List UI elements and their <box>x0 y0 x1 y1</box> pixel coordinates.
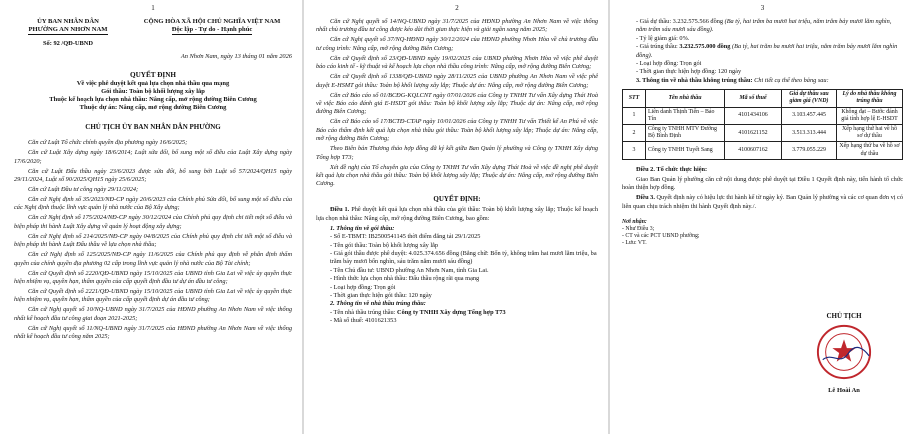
legal-basis-item: Căn cứ Báo cáo số 01/BCĐG-KQLCNT ngày 07/01/2026 của Công ty TNHH Tư vấn Xây dựng Thái Hoà về việc Báo cáo đánh giá E-HSDT gói thầu: Toàn bộ khối lượng xây lắp; Thuộc dự án: Nâng cấp, mở rộng đường Biên Cương; <box>316 91 598 116</box>
winner-info-heading: 2. Thông tin về nhà thầu trúng thầu: <box>330 300 426 308</box>
cell-price: 3.779.055.229 <box>782 142 837 159</box>
legal-basis-item: Căn cứ Nghị định số 35/2023/NĐ-CP ngày 20/6/2023 của Chính phủ Sửa đổi, bổ sung một số điều của các Nghị định thuộc lĩnh vực quản lý nhà nước của Bộ Xây dựng; <box>14 196 292 212</box>
decides-heading: QUYẾT ĐỊNH: <box>433 194 481 203</box>
legal-basis-item: Căn cứ Luật Đấu thầu ngày 23/6/2023 được sửa đổi, bổ sung bởi Luật số 57/2024/QH15 ngày 29/11/2024, Luật số 90/2025/QH15 ngày 25/6/2025; <box>14 167 292 184</box>
win-price-label: - Giá trúng thầu: <box>636 43 680 51</box>
legal-basis-item: Căn cứ Nghị định số 125/2025/NĐ-CP ngày 11/6/2025 của Chính phủ quy định về phân định thẩm quyền của chính quyền địa phương 02 cấp trong lĩnh vực quản lý nhà nước của Bộ Tài chính; <box>14 251 292 267</box>
legal-basis-item: Căn cứ Quyết định số 1338/QĐ-UBND ngày 28/11/2025 của UBND phường An Nhơn Nam về việc phê duyệt E-HSMT gói thầu: Toàn bộ khối lượng xây lắp; Thuộc dự án: Nâng cấp, mở rộng đường Biên Cương; <box>316 73 598 89</box>
recipient-item: - Như Điều 3; <box>622 226 655 233</box>
legal-basis-item: Căn cứ Quyết định số 2220/QĐ-UBND ngày 15/10/2025 của UBND tỉnh Gia Lai về việc ủy quyền thực hiện nhiệm vụ, quyền hạn, thẩm quyền của cấp quyết định đầu tư dự án đầu tư công; <box>14 269 292 286</box>
cell-bidder: Công ty TNHH MTV Đường Bộ Bình Định <box>646 125 725 142</box>
decision-title: QUYẾT ĐỊNH <box>130 71 176 80</box>
signer-role: CHỦ TỊCH <box>826 312 862 320</box>
winner-name: Công ty TNHH Xây dựng Tổng hợp T73 <box>397 308 506 316</box>
cell-tax-code: 4101621152 <box>725 125 782 142</box>
package-info-item: - Giá gói thầu được phê duyệt: 4.025.374.656 đồng (Bằng chữ: Bốn tỷ, không trăm hai mươi lăm triệu, ba trăm bảy mươi bốn nghìn, sáu trăm năm mươi sáu đồng) <box>330 249 597 266</box>
package-info-heading: 1. Thông tin về gói thầu: <box>330 224 395 232</box>
winner-name-line <box>316 309 598 317</box>
legal-basis-item: Căn cứ Nghị quyết số 37/NQ-HĐND ngày 30/12/2024 của HĐND phường Nhơn Hòa về chủ trương đầu tư công trình: Nâng cấp, mở rộng đường Biên Cương; <box>316 36 598 52</box>
column-header-bidder: Tên nhà thầu <box>646 90 725 107</box>
decision-subtitle-4: Thuộc dự án: Nâng cấp, mở rộng đường Biên Cương <box>79 103 227 111</box>
country-line2: Độc lập - Tự do - Hạnh phúc <box>171 26 253 33</box>
legal-basis-item: Căn cứ Luật Đầu tư công ngày 29/11/2024; <box>28 186 139 194</box>
cell-tax-code: 4101434106 <box>725 107 782 124</box>
article-2-heading <box>622 166 903 174</box>
decision-subtitle-3: Thuộc kế hoạch lựa chọn nhà thầu: Nâng cấp, mở rộng đường Biên Cương <box>49 95 257 103</box>
date-line: An Nhơn Nam, ngày 13 tháng 01 năm 2026 <box>180 53 292 60</box>
contract-type-line: - Loại hợp đồng: Trọn gói <box>636 60 702 68</box>
cell-tax-code: 4100607162 <box>725 142 782 159</box>
duration-line: - Thời gian thực hiện hợp đồng: 120 ngày <box>636 68 742 76</box>
section-3-tail: Chi tiết cụ thể theo bảng sau: <box>752 76 829 84</box>
package-info-list <box>316 233 598 300</box>
article-1-intro <box>316 206 598 223</box>
discount-line: - Tỷ lệ giảm giá: 0%. <box>636 34 690 42</box>
section-3-label: 3. Thông tin về nhà thầu không trúng thầu: <box>636 76 753 84</box>
table-row <box>623 142 903 159</box>
recipient-item: - Lưu: VT. <box>622 240 647 247</box>
country-block <box>132 18 292 48</box>
legal-basis-item: Căn cứ Quyết định số 23/QĐ-UBND ngày 19/02/2025 của UBND phường Nhơn Hòa về việc phê duyệt báo cáo kinh tế - kỹ thuật và kế hoạch lựa chọn nhà thầu công trình: Nâng cấp, mở rộng đường Biên Cương; <box>316 54 598 71</box>
document-page-2 <box>304 0 608 434</box>
package-info-item: - Tên gói thầu: Toàn bộ khối lượng xây lắp <box>330 241 439 249</box>
tax-code-line: - Mã số thuế: 4101621353 <box>330 317 397 325</box>
cell-stt: 1 <box>623 107 646 124</box>
legal-basis-list <box>316 18 598 189</box>
recipient-item: - CT và các PCT UBND phường; <box>622 233 700 240</box>
table-row <box>623 107 903 124</box>
agency-line1: ỦY BAN NHÂN DÂN <box>37 18 99 25</box>
recipients-block <box>622 219 903 247</box>
legal-basis-item: Căn cứ Nghị định số 175/2024/NĐ-CP ngày 30/12/2024 của Chính phủ quy định chi tiết một số điều và biện pháp thi hành Luật Xây dựng về quản lý hoạt động xây dựng; <box>14 214 292 230</box>
package-info-item: - Hình thức lựa chọn nhà thầu: Đấu thầu rộng rãi qua mạng <box>330 275 480 283</box>
cell-price: 3.513.313.444 <box>782 125 837 142</box>
table-row <box>623 125 903 142</box>
package-info-item: - Tên Chủ đầu tư: UBND phường An Nhơn Nam, tỉnh Gia Lai. <box>330 266 489 274</box>
signer-name: Lê Hoài An <box>828 386 860 394</box>
winner-prefix: - Tên nhà thầu trúng thầu: <box>330 308 398 316</box>
article-1-text: Phê duyệt kết quả lựa chọn nhà thầu của gói thầu: Toàn bộ khối lượng xây lắp; Thuộc kế hoạch lựa chọn nhà thầu: Nâng cấp, mở rộng đường Biên Cương, bao gồm: <box>316 206 598 222</box>
legal-basis-item: Căn cứ Nghị quyết số 11/NQ-UBND ngày 31/7/2025 của HĐND phường An Nhơn Nam về việc thống nhất kế hoạch đầu tư công năm 2025; <box>14 324 292 341</box>
legal-basis-item: Căn cứ Nghị quyết số 14/NQ-UBND ngày 31/7/2025 của HĐND phường An Nhơn Nam về việc thống nhất chủ trương đầu tư công được kéo dài thời gian thực hiện và giải ngân sang năm 2025; <box>316 18 598 34</box>
legal-basis-item: Căn cứ Luật Xây dựng ngày 18/6/2014; Luật sửa đổi, bổ sung một số điều của Luật Xây dựng ngày 17/6/2020; <box>14 149 292 165</box>
legal-basis-item: Căn cứ Báo cáo số 17/BCTĐ-CTAP ngày 10/01/2026 của Công ty TNHH Tư vấn Thiết kế An Phú về việc Báo cáo thẩm định kết quả lựa chọn nhà thầu gói thầu: Toàn bộ khối lượng xây lắp; Thuộc dự án: Nâng cấp, mở rộng đường Biên Cương; <box>316 118 598 143</box>
bid-price-label: - Giá dự thầu: 3.232.575.566 đồng <box>636 18 724 25</box>
document-page-3 <box>610 0 913 434</box>
country-line1: CỘNG HÒA XÃ HỘI CHỦ NGHĨA VIỆT NAM <box>143 18 281 25</box>
article-3 <box>622 194 903 211</box>
article-1-label: Điều 1. <box>330 206 350 214</box>
cell-stt: 3 <box>623 142 646 159</box>
package-info-item: - Loại hợp đồng: Trọn gói <box>330 283 396 291</box>
official-seal-icon <box>815 323 873 381</box>
page-number: 1 <box>151 4 155 12</box>
cell-stt: 2 <box>623 125 646 142</box>
document-header <box>14 18 292 48</box>
win-price-value: 3.232.575.000 đồng <box>679 43 731 51</box>
legal-basis-item: Xét đề nghị của Tổ chuyên gia của Công ty TNHH Tư vấn Xây dựng Thái Hoà về việc đề nghị phê duyệt kết quả lựa chọn nhà thầu gói thầu: Toàn bộ khối lượng xây lắp; Thuộc dự án: Nâng cấp, mở rộng đường Biên Cương. <box>316 163 598 188</box>
package-info-item: - Số E-TBMT: IB2500541145 thời điểm đăng tải 29/1/2025 <box>330 233 481 241</box>
authority-heading: CHỦ TỊCH ỦY BAN NHÂN DÂN PHƯỜNG <box>85 122 221 131</box>
decision-subtitle-2: Gói thầu: Toàn bộ khối lượng xây lắp <box>101 87 205 95</box>
column-header-price: Giá dự thầu sau giảm giá (VND) <box>782 90 837 107</box>
article-3-text: Quyết định này có hiệu lực thi hành kể từ ngày ký. Ban Quản lý phường và các cơ quan đơn vị có liên quan chịu trách nhiệm thi hành Quyết định này./. <box>622 194 903 210</box>
bid-price-line <box>622 18 903 35</box>
package-info-item: - Thời gian thực hiện gói thầu: 120 ngày <box>330 291 432 299</box>
column-header-reason: Lý do nhà thầu không trúng thầu <box>837 90 903 107</box>
legal-basis-item: Căn cứ Luật Tổ chức chính quyền địa phương ngày 16/6/2025; <box>28 139 188 147</box>
article-3-label: Điều 3. <box>636 194 655 202</box>
column-header-stt: STT <box>623 90 646 107</box>
recipients-title: Nơi nhận: <box>622 219 647 226</box>
cell-bidder: Liên danh Thịnh Tiến – Bảo Tín <box>646 107 725 124</box>
cell-reason: Xếp hạng thứ hai về hồ sơ dự thầu <box>837 125 903 142</box>
page-number: 3 <box>760 4 765 12</box>
legal-basis-item: Theo Biên bản Thương thảo hợp đồng đã ký kết giữa Ban Quản lý phường và Công ty TNHH Xây dựng Tổng hợp T73; <box>316 145 598 161</box>
legal-basis-item: Căn cứ Nghị quyết số 10/NQ-UBND ngày 31/7/2025 của HĐND phường An Nhơn Nam về việc thống nhất kế hoạch đầu tư công giai đoạn 2021-2025; <box>14 306 292 322</box>
legal-basis-item: Căn cứ Quyết định số 2221/QĐ-UBND ngày 15/10/2025 của UBND tỉnh Gia Lai về việc ủy quyền thực hiện nhiệm vụ, quyền hạn, thẩm quyền của cấp quyết định dự án đầu tư công; <box>14 288 292 304</box>
article-2-text: Giao Ban Quản lý phường căn cứ nội dung được phê duyệt tại Điều 1 Quyết định này, tiến hành tổ chức hoàn thiện hợp đồng. <box>622 175 903 192</box>
agency-block <box>14 18 122 48</box>
losing-bidders-heading <box>622 77 903 85</box>
article-2-label: Điều 2. <box>636 165 655 173</box>
page-number: 2 <box>455 4 459 12</box>
doc-number: Số: 92 /QĐ-UBND <box>42 40 94 47</box>
cell-bidder: Công ty TNHH Tuyết Sang <box>646 142 725 159</box>
table-header-row <box>623 90 903 107</box>
cell-price: 3.103.457.445 <box>782 107 837 124</box>
win-price-words: (Ba tỷ, hai trăm ba mươi hai triệu, năm trăm bảy mươi lăm nghìn đồng). <box>636 43 898 59</box>
legal-basis-list <box>14 139 292 341</box>
cell-reason: Xếp hạng thứ ba về hồ sơ dự thầu <box>837 142 903 159</box>
losing-bidders-table <box>622 89 903 160</box>
legal-basis-item: Căn cứ Nghị định số 214/2025/NĐ-CP ngày 04/8/2025 của Chính phủ quy định chi tiết một số điều và biện pháp thi hành Luật Đấu thầu về lựa chọn nhà thầu; <box>14 232 292 249</box>
bid-price-words: (Ba tỷ, hai trăm ba mươi hai triệu, năm trăm bảy mươi lăm nghìn, năm trăm sáu mươi sáu đồng). <box>636 18 892 34</box>
win-price-line <box>622 43 903 60</box>
signature-block <box>789 312 899 395</box>
article-2-title: Tổ chức thực hiện: <box>654 165 708 173</box>
decision-subtitle-1: Về việc phê duyệt kết quả lựa chọn nhà thầu qua mạng <box>76 79 230 87</box>
cell-reason: Không đạt – Bước đánh giá tính hợp lệ E-HSDT <box>837 107 903 124</box>
column-header-tax-code: Mã số thuế <box>725 90 782 107</box>
document-page-1 <box>0 0 302 434</box>
agency-line2: PHƯỜNG AN NHƠN NAM <box>28 26 108 33</box>
